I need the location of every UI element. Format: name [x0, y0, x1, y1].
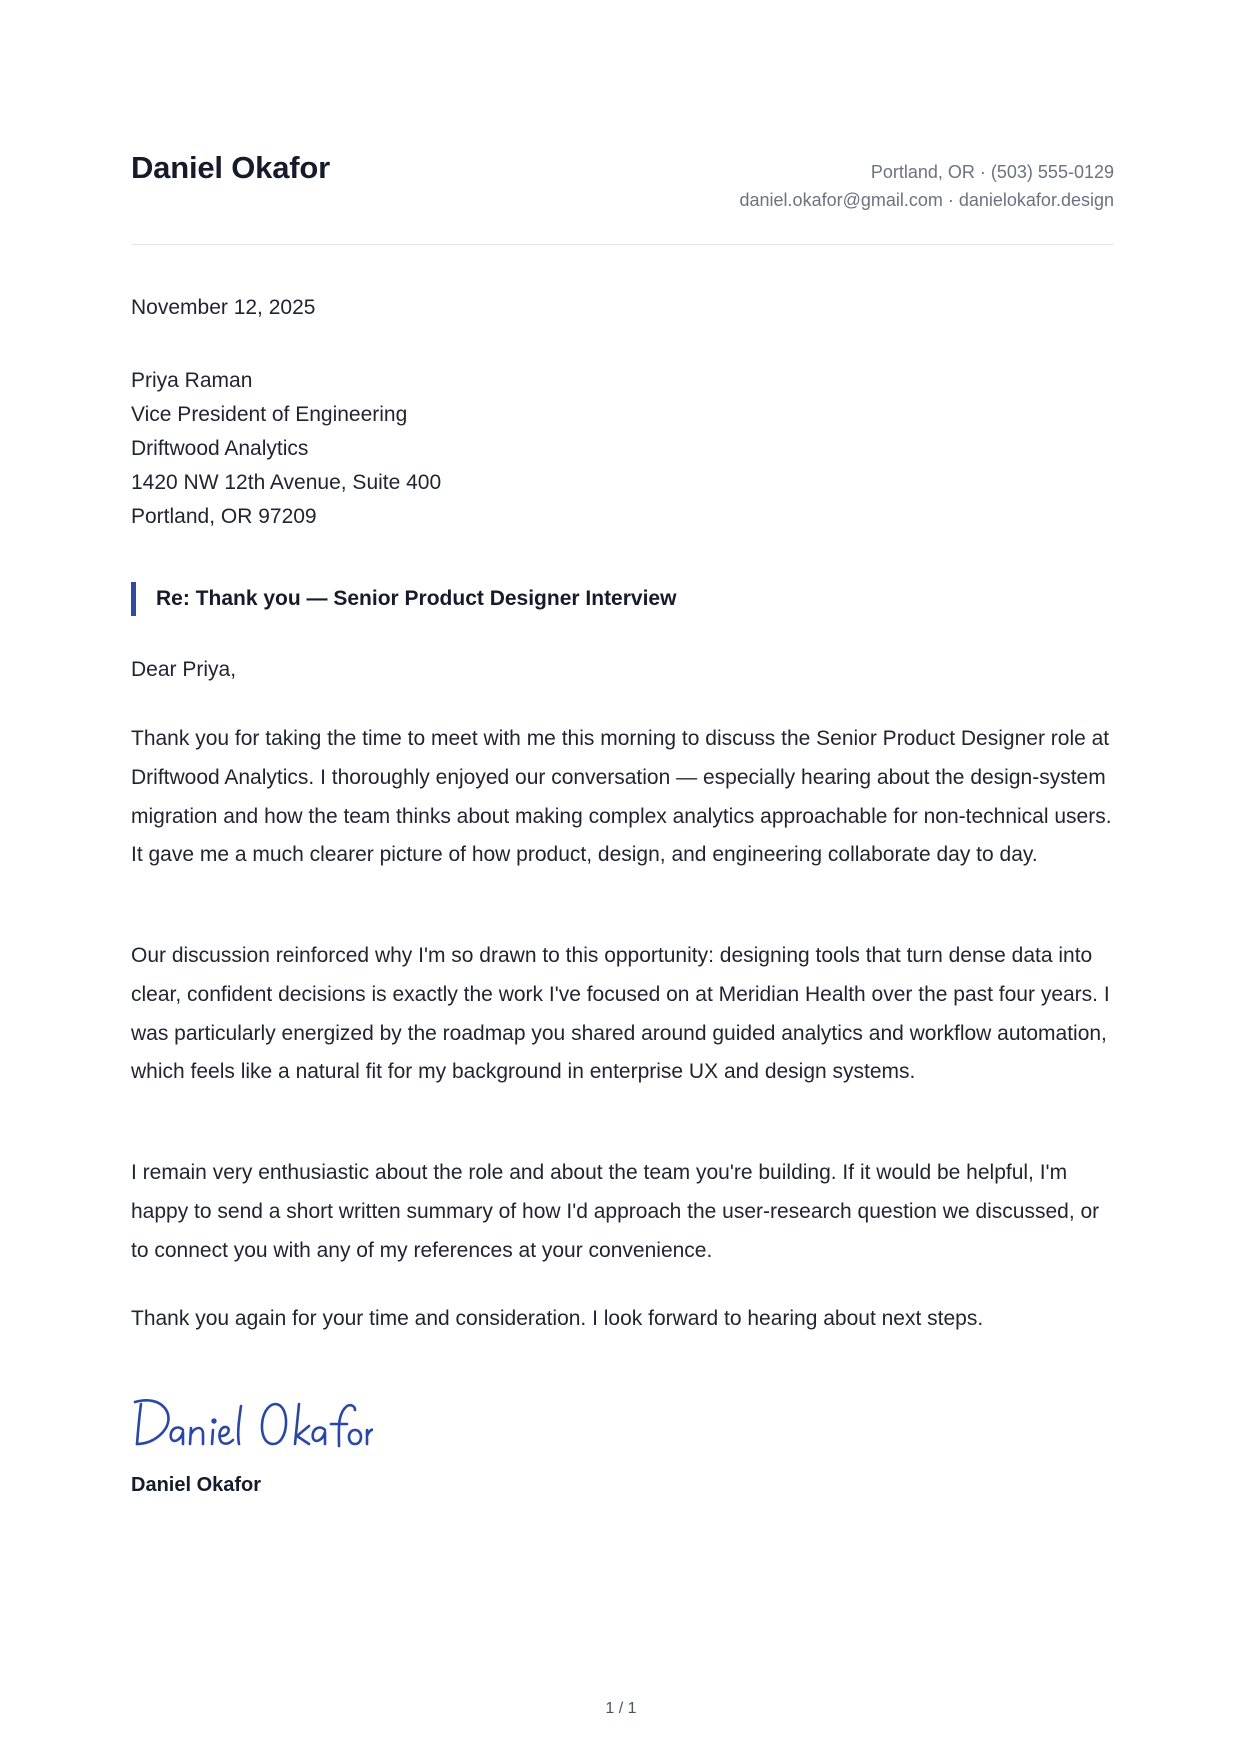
contact-info [740, 158, 1114, 214]
salutation: Dear Priya, [131, 658, 237, 681]
letterhead [131, 140, 1114, 245]
recipient-address [131, 364, 441, 534]
body-paragraph-1: Thank you for taking the time to meet with me this morning to discuss the Senior Product Designer role at Driftwood Analytics. I thoroughly enjoyed our conversation — especially hearing about the design-system migration and how the team thinks about making complex analytics approachable for non-technical users. It gave me a much clearer picture of how product, design, and engineering collaborate day to day. [131, 727, 1112, 867]
recipient-title: Vice President of Engineering [131, 403, 408, 426]
page-number: 1 / 1 [605, 1700, 637, 1717]
contact-location-phone: Portland, OR · (503) 555-0129 [870, 162, 1114, 182]
letter-date: November 12, 2025 [131, 296, 316, 319]
signed-name: Daniel Okafor [131, 1474, 262, 1496]
body-paragraph-2: Our discussion reinforced why I'm so drawn to this opportunity: designing tools that turn dense data into clear, confident decisions is exactly the work I've focused on at Meridian Health over the past four years. I was particularly energized by the roadmap you shared around guided analytics and workflow automation, which feels like a natural fit for my background in enterprise UX and design systems. [131, 944, 1110, 1084]
contact-email-website: daniel.okafor@gmail.com · danielokafor.design [739, 190, 1114, 210]
handwritten-signature [133, 1386, 373, 1456]
recipient-company: Driftwood Analytics [131, 437, 309, 460]
recipient-name: Priya Raman [131, 369, 253, 392]
sender-name: Daniel Okafor [131, 150, 330, 185]
closing-paragraph: Thank you again for your time and consideration. I look forward to hearing about next steps. [131, 1307, 984, 1330]
recipient-street: 1420 NW 12th Avenue, Suite 400 [131, 471, 442, 494]
body-paragraph-3: I remain very enthusiastic about the role and about the team you're building. If it would be helpful, I'm happy to send a short written summary of how I'd approach the user-research question we discussed, or to connect you with any of my references at your convenience. [131, 1161, 1100, 1262]
recipient-city: Portland, OR 97209 [131, 505, 317, 528]
subject-line: Re: Thank you — Senior Product Designer Interview [131, 582, 676, 616]
